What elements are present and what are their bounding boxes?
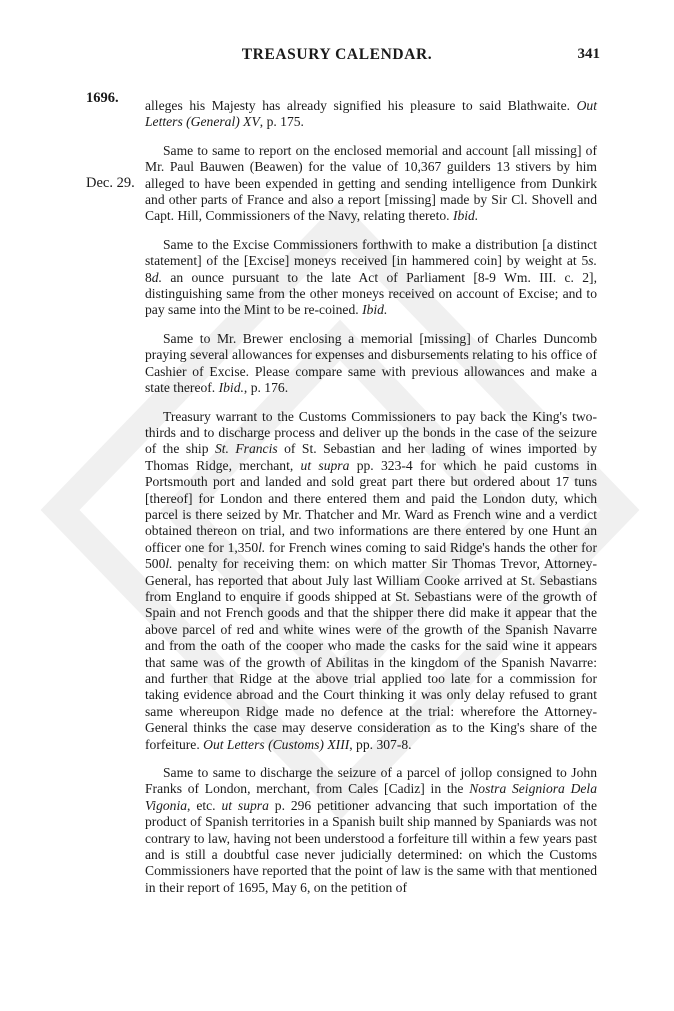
text-run: , etc. bbox=[187, 797, 222, 813]
italic-text: Out Letters (General) XV bbox=[145, 98, 597, 130]
text-run: , p. 175. bbox=[259, 114, 304, 130]
margin-date: Dec. 29. bbox=[86, 175, 135, 191]
text-run: an ounce pursuant to the late Act of Parliament [8-9 Wm. III. c. 2], distinguishing same from the other moneys received on account of Excise; and to pay same into the Mint to be re-coined. bbox=[145, 269, 597, 318]
text-run: , p. 176. bbox=[243, 380, 289, 396]
entry-paragraph bbox=[145, 765, 597, 896]
entry-paragraph bbox=[145, 98, 597, 131]
italic-text: St. Francis bbox=[214, 441, 278, 457]
text-run: penalty for receiving them: on which matter Sir Thomas Trevor, Attorney-General, has reported that about July last William Cooke arrived at St. Sebastians from England to enquire if goods shipped at St. Sebastians were of the growth of Spain and not French goods and that the shipper there did make it appear that the above parcel of red and white wines were of the growth of the Spanish Navarre and from the oath of the cooper who made the casks for the said wine it appears that same was of the growth of Abilitas in the kingdom of the Spanish Navarre: and further that Ridge at the above trial applied too late for a commission for taking evidence abroad and the Court thinking it was only delay refused to grant same whereupon Ridge made no defence at the trial: wherefore the Attorney-General thinks the case may deserve consideration as to the King's share of the forfeiture. bbox=[145, 556, 597, 752]
text-run: Same to same to report on the enclosed memorial and account [all missing] of Mr. Paul Bauwen (Beawen) for the value of 10,367 guilders 13 stivers by him alleged to have been expended in getting and sending intelligence from Dunkirk and other parts of France and also a report [missing] made by Sir Cl. Shovell and Capt. Hill, Commissioners of the Navy, relating thereto. bbox=[145, 142, 597, 224]
margin-year: 1696. bbox=[86, 90, 119, 106]
text-run: alleges his Majesty has already signified his pleasure to said Blathwaite. bbox=[145, 98, 577, 113]
italic-text: ut supra bbox=[221, 797, 269, 813]
text-run: Same to same to discharge the seizure of a parcel of jollop consigned to John Franks of London, merchant, from Cales [Cadiz] in the bbox=[145, 765, 597, 797]
entry-paragraph bbox=[145, 409, 597, 754]
text-run: Treasury warrant to the Customs Commissioners to pay back the King's two-thirds and to discharge process and deliver up the bonds in the case of the seizure of the ship bbox=[145, 408, 597, 457]
text-run: 8 bbox=[145, 269, 152, 285]
running-title: TREASURY CALENDAR. bbox=[241, 46, 433, 63]
italic-text: Ibid. bbox=[362, 302, 388, 318]
italic-text: l. bbox=[165, 556, 173, 572]
italic-text: Ibid. bbox=[452, 208, 479, 224]
text-run: , pp. 307-8. bbox=[349, 736, 412, 752]
text-run: for French wines coming to said Ridge's hands the other for 500 bbox=[145, 539, 597, 572]
text-run: p. 296 petitioner advancing that such importation of the product of Spanish territories in a Spanish built ship manned by Spaniards was not contrary to law, having not been understood a forfeiture till within a few years past and is still a doubtful case never judicially determined: on which the Customs Commissioners have reported that the point of law is the same with that mentioned in their report of 1695, May 6, on the petition of bbox=[145, 797, 597, 895]
page-header bbox=[0, 46, 674, 70]
entry-paragraph bbox=[145, 237, 597, 319]
italic-text: Nostra Seigniora Dela Vigonia bbox=[145, 781, 598, 813]
text-run: of St. Sebastian and her lading of wines imported by Thomas Ridge, merchant, bbox=[145, 441, 597, 473]
calendar-entries bbox=[145, 98, 597, 908]
text-run: Same to the Excise Commissioners forthwith to make a distribution [a distinct statement] of the [Excise] moneys received [in hammered coin] by weight at 5 bbox=[145, 236, 597, 269]
text-run: pp. 323-4 for which he paid customs in Portsmouth port and landed and sold great part there but ordered about 17 tuns [thereof] for London and there entered them and paid the London duty, which parcel is there seized by Mr. Thatcher and Mr. Ward as French wine and a verdict obtained thereon on trial, and two informations are there entered by one Hunt an officer one for 1,350 bbox=[145, 457, 597, 555]
page-number: 341 bbox=[577, 46, 600, 62]
italic-text: d. bbox=[151, 269, 162, 285]
italic-text: s. bbox=[588, 253, 597, 269]
italic-text: Out Letters (Customs) XIII bbox=[203, 736, 350, 752]
italic-text: l. bbox=[258, 539, 266, 555]
entry-paragraph bbox=[145, 331, 597, 397]
italic-text: ut supra bbox=[300, 457, 350, 473]
italic-text: Ibid. bbox=[218, 380, 244, 396]
text-run: Same to Mr. Brewer enclosing a memorial [missing] of Charles Duncomb praying several allowances for expenses and disbursements relating to his office of Cashier of Excise. Please compare same with previous allowances and make a state thereof. bbox=[145, 330, 597, 396]
entry-paragraph bbox=[145, 143, 597, 225]
